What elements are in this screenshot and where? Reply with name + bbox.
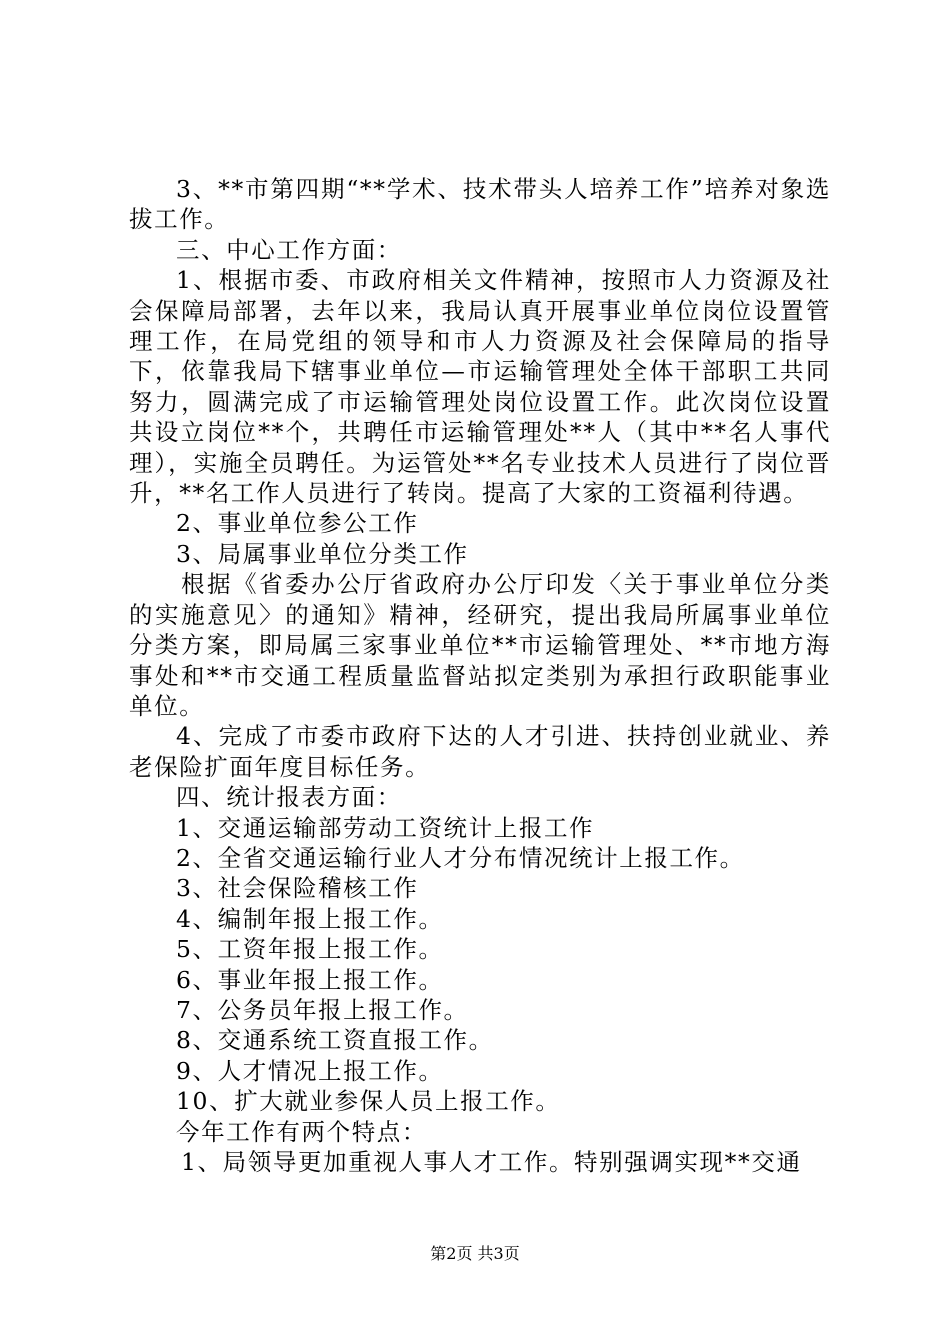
- list-item-civil-service-reference: 2、事业单位参公工作: [176, 509, 419, 538]
- paragraph-classification-plan: 根据《省委办公厅省政府办公厅印发〈关于事业单位分类的实施意见〉的通知》精神，经研究，提出我局所属事业单位分类方案，即局属三家事业单位**市运输管理处、**市地方海事处和**市交通工程质量监督站拟定类别为承担行政职能事业单位。: [129, 570, 831, 720]
- list-item: 1、交通运输部劳动工资统计上报工作: [176, 813, 595, 842]
- list-item: 9、人才情况上报工作。: [176, 1056, 444, 1085]
- list-item: 10、扩大就业参保人员上报工作。: [176, 1087, 561, 1116]
- paragraph-post-setup: 1、根据市委、市政府相关文件精神，按照市人力资源及社会保障局部署，去年以来，我局认真开展事业单位岗位设置管理工作，在局党组的领导和市人力资源及社会保障局的指导下，依靠我局下辖事业单位—市运输管理处全体干部职工共同努力，圆满完成了市运输管理处岗位设置工作。此次岗位设置共设立岗位**个，共聘任市运输管理处**人（其中**名人事代理），实施全员聘任。为运管处**名专业技术人员进行了岗位晋升，**名工作人员进行了转岗。提高了大家的工资福利待遇。: [129, 266, 831, 508]
- section-heading-central-work: 三、中心工作方面：: [176, 235, 402, 264]
- paragraph-talent-selection: 3、**市第四期“**学术、技术带头人培养工作”培养对象选拔工作。: [129, 175, 831, 234]
- paragraph-annual-targets: 4、完成了市委市政府下达的人才引进、扶持创业就业、养老保险扩面年度目标任务。: [129, 722, 831, 781]
- list-item: 6、事业年报上报工作。: [176, 965, 444, 994]
- list-item: 5、工资年报上报工作。: [176, 935, 444, 964]
- list-item: 3、社会保险稽核工作: [176, 874, 419, 903]
- page-footer: 第2页 共3页: [430, 1244, 520, 1263]
- list-item: 2、全省交通运输行业人才分布情况统计上报工作。: [176, 843, 745, 872]
- list-item: 4、编制年报上报工作。: [176, 904, 444, 933]
- paragraph-feature-one: 1、局领导更加重视人事人才工作。特别强调实现**交通: [181, 1148, 802, 1176]
- list-item-unit-classification: 3、局属事业单位分类工作: [176, 539, 469, 568]
- list-item: 8、交通系统工资直报工作。: [176, 1026, 494, 1055]
- paragraph-features-intro: 今年工作有两个特点：: [176, 1117, 427, 1146]
- list-item: 7、公务员年报上报工作。: [176, 995, 469, 1024]
- document-body: [129, 174, 831, 1177]
- section-heading-statistics: 四、统计报表方面：: [176, 783, 402, 812]
